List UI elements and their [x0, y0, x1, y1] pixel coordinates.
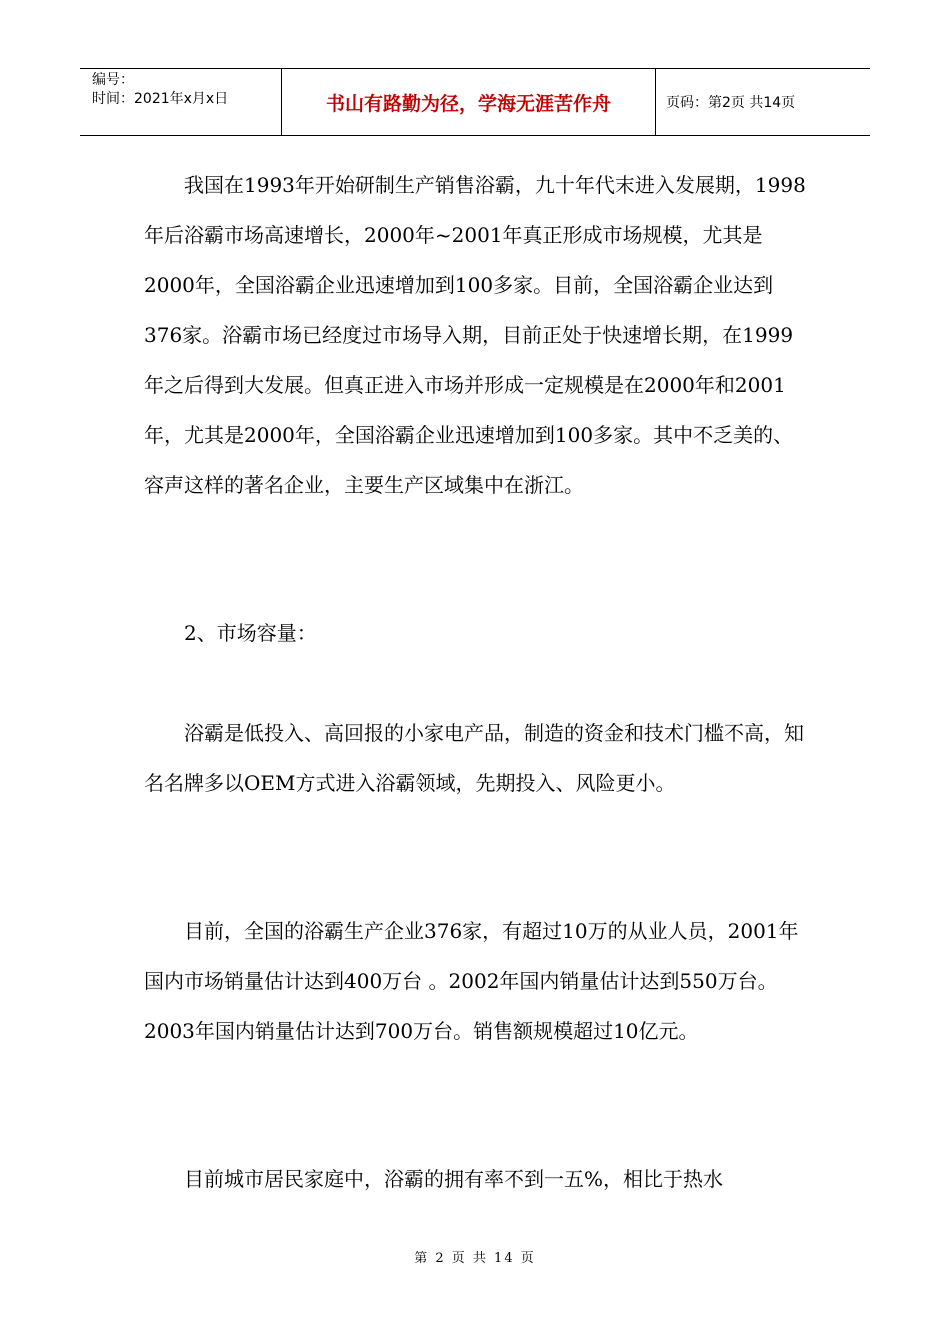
body-section-1 [144, 160, 810, 510]
body-section-4 [144, 906, 810, 1056]
paragraph-history: 我国在1993年开始研制生产销售浴霸，九十年代末进入发展期，1998年后浴霸市场高速增长，2000年~2001年真正形成市场规模，尤其是 2000年，全国浴霸企业迅速增加到100多家。目前，全国浴霸企业达到376家。浴霸市场已经度过市场导入期，目前正处于快速增长期，在1999年之后得到大发展。但真正进入市场并形成一定规模是在2000年和2001年，尤其是2000年，全国浴霸企业迅速增加到100多家。其中不乏美的、容声这样的著名企业，主要生产区域集中在浙江。 [144, 173, 806, 497]
header-page-info: 页码：第2页 共14页 [666, 95, 796, 111]
body-section-3 [144, 708, 810, 808]
body-section-5 [144, 1154, 810, 1204]
body-section-2 [144, 608, 810, 658]
header-meta-cell [80, 69, 282, 135]
page-footer: 第 2 页 共 14 页 [414, 1251, 536, 1266]
page-header [80, 68, 870, 136]
section-heading-market-capacity: 2、市场容量： [184, 621, 317, 645]
paragraph-sales: 目前，全国的浴霸生产企业376家，有超过10万的从业人员，2001年国内市场销量估计达到400万台 。2002年国内销量估计达到550万台。2003年国内销量估计达到700万台。销售额规模超过10亿元。 [144, 919, 799, 1043]
date-label: 时间：2021年x月x日 [92, 91, 229, 107]
paragraph-investment: 浴霸是低投入、高回报的小家电产品，制造的资金和技术门槛不高，知名名牌多以OEM方式进入浴霸领域，先期投入、风险更小。 [144, 721, 804, 795]
header-motto: 书山有路勤为径，学海无涯苦作舟 [282, 69, 656, 135]
serial-number-label: 编号： [92, 72, 134, 88]
paragraph-ownership: 目前城市居民家庭中，浴霸的拥有率不到一五%，相比于热水 [184, 1167, 724, 1191]
